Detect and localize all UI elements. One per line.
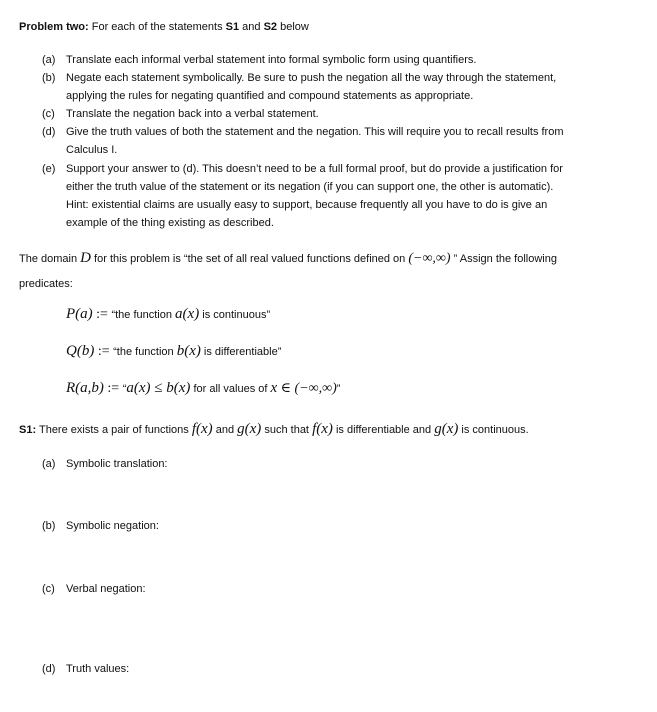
s1-text: is differentiable and <box>332 424 435 436</box>
instruction-b-line2: applying the rules for negating quantified and compound statements as appropriate. <box>66 90 474 102</box>
s1-label: S1: <box>19 424 37 436</box>
predicate-lhs: R(a,b) <box>66 380 104 396</box>
answer-label: (b) <box>42 520 56 532</box>
predicate-post: ” <box>336 383 341 395</box>
s1-f: f(x) <box>312 421 333 437</box>
instruction-label: (e) <box>42 163 56 175</box>
answer-symbolic-negation <box>42 521 159 532</box>
predicate-post: is continuous” <box>199 309 271 321</box>
instruction-d-line2: Calculus I. <box>66 144 118 156</box>
instruction-text: Give the truth values of both the statement and the negation. This will require you to recall results from <box>66 126 564 138</box>
s1-text: and <box>212 424 238 436</box>
answer-text: Truth values: <box>66 663 130 675</box>
predicate-lhs: Q(b) <box>66 343 95 359</box>
s1-text: There exists a pair of functions <box>36 424 192 436</box>
header-and: and <box>239 21 264 33</box>
instruction-e-line4: example of the thing existing as described. <box>66 217 274 229</box>
instruction-c <box>42 109 319 120</box>
predicate-q <box>66 344 281 359</box>
instruction-a <box>42 55 476 66</box>
header-s2: S2 <box>263 21 278 33</box>
instruction-label: (b) <box>42 72 56 84</box>
predicate-lhs: P(a) <box>66 306 93 322</box>
predicate-var: x <box>270 380 278 396</box>
predicate-fn: a(x) ≤ b(x) <box>126 380 191 396</box>
s1-g: g(x) <box>237 421 262 437</box>
predicate-p <box>66 307 270 322</box>
predicate-pre: “the function <box>111 309 176 321</box>
instruction-label: (c) <box>42 108 55 120</box>
s1-g: g(x) <box>434 421 459 437</box>
header-text: For each of the statements <box>91 21 226 33</box>
predicate-fn: b(x) <box>176 343 201 359</box>
s1-text: is continuous. <box>458 424 529 436</box>
predicate-assign: := <box>103 381 123 396</box>
problem-title: Problem two: <box>19 21 89 33</box>
instruction-e-line2: either the truth value of the statement or its negation (if you can support one, the other is automatic). <box>66 181 554 193</box>
problem-header <box>19 22 309 33</box>
predicate-post: is differentiable” <box>200 346 282 358</box>
predicate-mid: for all values of <box>190 383 271 395</box>
s1-statement <box>19 422 529 437</box>
answer-verbal-negation <box>42 584 146 595</box>
instruction-d <box>42 127 564 138</box>
header-s1: S1 <box>225 21 240 33</box>
domain-symbol: D <box>80 250 91 266</box>
instruction-e-line3: Hint: existential claims are usually easy to support, because frequently all you have to do is give an <box>66 199 548 211</box>
instruction-b <box>42 73 556 84</box>
instruction-text: Negate each statement symbolically. Be sure to push the negation all the way through the statement, <box>66 72 557 84</box>
s1-text: such that <box>261 424 313 436</box>
domain-paragraph <box>19 251 557 266</box>
answer-label: (d) <box>42 663 56 675</box>
answer-truth-values <box>42 664 129 675</box>
predicate-r <box>66 381 340 396</box>
domain-line2: predicates: <box>19 278 73 290</box>
instruction-text: Support your answer to (d). This doesn’t need to be a full formal proof, but do provide a justification for <box>66 163 563 175</box>
answer-label: (c) <box>42 583 55 595</box>
domain-interval: (−∞,∞) <box>408 251 451 266</box>
predicate-pre: “the function <box>113 346 177 358</box>
instruction-text: Translate the negation back into a verbal statement. <box>66 108 319 120</box>
answer-text: Verbal negation: <box>66 583 146 595</box>
predicate-pre: “ <box>122 383 127 395</box>
instruction-text: Translate each informal verbal statement into formal symbolic form using quantifiers. <box>66 54 477 66</box>
instruction-label: (d) <box>42 126 56 138</box>
header-post: below <box>277 21 309 33</box>
predicate-in: ∈ <box>277 381 295 396</box>
predicate-fn: a(x) <box>175 306 200 322</box>
domain-pre: The domain <box>19 253 81 265</box>
domain-mid: for this problem is “the set of all real valued functions defined on <box>91 253 409 265</box>
predicate-assign: := <box>92 307 112 322</box>
answer-symbolic-translation <box>42 459 168 470</box>
answer-label: (a) <box>42 458 56 470</box>
instruction-label: (a) <box>42 54 56 66</box>
answer-text: Symbolic translation: <box>66 458 168 470</box>
domain-post: ” Assign the following <box>450 253 557 265</box>
instruction-e <box>42 164 563 175</box>
predicate-assign: := <box>94 344 114 359</box>
s1-f: f(x) <box>191 421 213 437</box>
answer-text: Symbolic negation: <box>66 520 159 532</box>
predicate-interval: (−∞,∞) <box>294 381 337 396</box>
